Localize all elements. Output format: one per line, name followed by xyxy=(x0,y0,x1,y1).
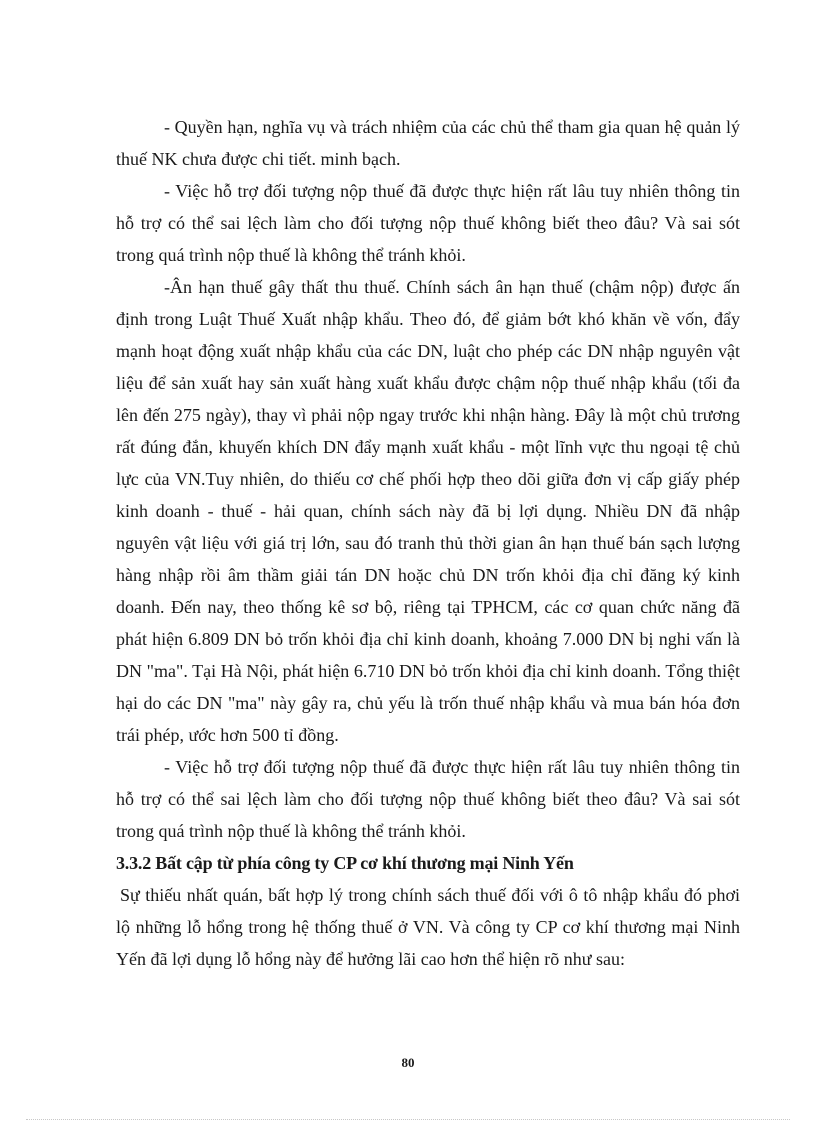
paragraph-taxpayer-support-repeat: - Việc hỗ trợ đối tượng nộp thuế đã được thực hiện rất lâu tuy nhiên thông tin hỗ trợ có thể sai lệch làm cho đối tượng nộp thuế không biết theo đâu? Và sai sót trong quá trình nộp thuế là không thể tránh khỏi. xyxy=(116,757,740,841)
page-number: 80 xyxy=(401,1055,415,1070)
paragraph-rights-obligations: - Quyền hạn, nghĩa vụ và trách nhiệm của các chủ thể tham gia quan hệ quản lý thuế NK chưa được chi tiết. minh bạch. xyxy=(116,117,740,169)
document-body xyxy=(116,111,740,975)
paragraph-taxpayer-support: - Việc hỗ trợ đối tượng nộp thuế đã được thực hiện rất lâu tuy nhiên thông tin hỗ trợ có thể sai lệch làm cho đối tượng nộp thuế không biết theo đâu? Và sai sót trong quá trình nộp thuế là không thể tránh khỏi. xyxy=(116,181,740,265)
page-bottom-divider xyxy=(26,1119,790,1120)
paragraph-tax-grace-period: -Ân hạn thuế gây thất thu thuế. Chính sách ân hạn thuế (chậm nộp) được ấn định trong Luật Thuế Xuất nhập khẩu. Theo đó, để giảm bớt khó khăn về vốn, đẩy mạnh hoạt động xuất nhập khẩu của các DN, luật cho phép các DN nhập nguyên vật liệu để sản xuất hay sản xuất hàng xuất khẩu được chậm nộp thuế nhập khẩu (tối đa lên đến 275 ngày), thay vì phải nộp ngay trước khi nhận hàng. Đây là một chủ trương rất đúng đắn, khuyến khích DN đẩy mạnh xuất khẩu - một lĩnh vực thu ngoại tệ chủ lực của VN.Tuy nhiên, do thiếu cơ chế phối hợp theo dõi giữa đơn vị cấp giấy phép kinh doanh - thuế - hải quan, chính sách này đã bị lợi dụng. Nhiều DN đã nhập nguyên vật liệu với giá trị lớn, sau đó tranh thủ thời gian ân hạn thuế bán sạch lượng hàng nhập rồi âm thầm giải tán DN hoặc chủ DN trốn khỏi địa chỉ đăng ký kinh doanh. Đến nay, theo thống kê sơ bộ, riêng tại TPHCM, các cơ quan chức năng đã phát hiện 6.809 DN bỏ trốn khỏi địa chỉ kinh doanh, khoảng 7.000 DN bị nghi vấn là DN "ma". Tại Hà Nội, phát hiện 6.710 DN bỏ trốn khỏi địa chỉ kinh doanh. Tổng thiệt hại do các DN "ma" này gây ra, chủ yếu là trốn thuế nhập khẩu và mua bán hóa đơn trái phép, ước hơn 500 tỉ đồng. xyxy=(116,277,740,745)
paragraph-company-issues: Sự thiếu nhất quán, bất hợp lý trong chính sách thuế đối với ô tô nhập khẩu đó phơi lộ những lỗ hổng trong hệ thống thuế ở VN. Và công ty CP cơ khí thương mại Ninh Yến đã lợi dụng lỗ hổng này để hưởng lãi cao hơn thể hiện rõ như sau: xyxy=(116,885,740,969)
section-heading: 3.3.2 Bất cập từ phía công ty CP cơ khí thương mại Ninh Yến xyxy=(116,853,574,873)
